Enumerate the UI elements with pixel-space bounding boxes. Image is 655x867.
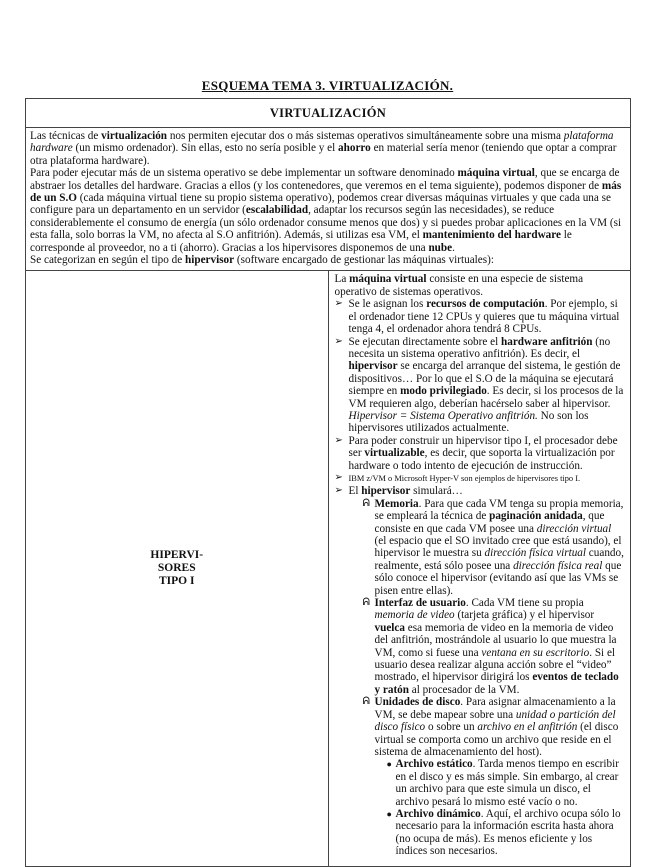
italic-text: dirección virtual <box>536 522 612 535</box>
bold-text: vuelca <box>374 621 405 634</box>
lead-paragraph <box>335 273 625 298</box>
text-run: . Por ejemplo, si el ordenador tiene 12 CPUs y quieres que tu máquina virtual tenga 4, el ordenador ahora tendrá 8 CPUs. <box>348 298 620 336</box>
text-run: Se categorizan en según el tipo de <box>30 254 186 267</box>
sub-sub-item-estatico <box>387 758 625 808</box>
bold-text: ahorro <box>338 142 371 155</box>
text-run: (tarjeta gráfica) y el hipervisor <box>454 609 595 622</box>
bold-text: virtualizable <box>364 447 425 460</box>
italic-text: plataforma hardware <box>30 130 614 155</box>
bold-text: eventos de teclado y ratón <box>374 671 619 696</box>
list-item <box>335 472 625 485</box>
bold-text: nube <box>428 241 453 254</box>
text-run: esa memoria de video en la memoria de video del anfitrión, mostrándole al usuario lo que muestra la VM, como si fuese una <box>374 621 617 659</box>
bold-text: hipervisor <box>348 360 398 373</box>
arrow-bullet-icon: ➢ <box>334 298 343 310</box>
bold-text: escalabilidad <box>245 204 309 217</box>
text-run: (un mismo ordenador). Sin ellas, esto no sería posible y el <box>72 142 339 155</box>
text-run: (software encargado de gestionar las máquinas virtuales): <box>234 254 494 267</box>
text-run: IBM z/VM o Microsoft Hyper-V son ejemplos de hipervisores tipo I. <box>348 473 581 483</box>
bold-text: recursos de computación <box>426 298 545 311</box>
list-item <box>335 485 625 857</box>
text-run: . Aquí, el archivo ocupa sólo lo necesario para la información escrita hasta ahora (no ocupa de más). Es menos eficiente y los índices son necesarios. <box>395 807 621 858</box>
dot-bullet-icon: ● <box>386 759 392 770</box>
text-run: (cada máquina virtual tiene su propio sistema operativo), podemos crear diversas máquinas virtuales y que cada una se configure para un departamento en un servidor ( <box>30 192 611 217</box>
text-run: . Es decir, si los procesos de la VM requieren algo, deberían hacérselo saber al hipervisor. <box>348 385 624 410</box>
page-title: ESQUEMA TEMA 3. VIRTUALIZACIÓN. <box>201 78 454 93</box>
list-item <box>335 336 625 435</box>
sub-sub-item-dinamico <box>387 808 625 858</box>
bold-text: Memoria <box>374 497 419 510</box>
text-run: . Tarda menos tiempo en escribir en el disco y es más simple. Sin embargo, al crear un archivo para que este simula un disco, el archivo pesará lo mismo esté vacío o no. <box>395 758 619 808</box>
text-run: El <box>348 485 362 498</box>
curl-bullet-icon: ᕱ <box>362 696 370 708</box>
side-label-hipervisores-tipo1 <box>26 271 329 866</box>
dot-bullet-icon: ● <box>386 808 392 819</box>
text-run: en material sería menor (teniendo que optar a comprar otra plataforma hardware). <box>30 142 617 167</box>
bold-text: hardware anfitrión <box>501 335 593 348</box>
bold-text: más de un S.O <box>30 179 622 205</box>
side-label-line-3: TIPO I <box>159 575 195 588</box>
text-run: cuando, realmente, está sólo posee una <box>374 547 624 572</box>
text-run: consiste en una especie de sistema operativo de sistemas operativos. <box>334 273 584 298</box>
text-run: le corresponde al proveedor, no a ti (ahorro). Gracias a los hipervisores disponemos de una <box>30 229 572 254</box>
outline-table <box>25 98 631 867</box>
text-run: Se le asignan los <box>348 298 427 311</box>
arrow-bullet-icon: ➢ <box>334 335 343 347</box>
bullet-list <box>335 298 625 857</box>
italic-text: Hipervisor = Sistema Operativo anfitrión. <box>348 409 538 422</box>
side-label-line-1: HIPERVI- <box>150 549 204 562</box>
list-item <box>335 435 625 472</box>
text-run: Para poder construir un hipervisor tipo I, el procesador debe ser <box>348 434 618 460</box>
list-item <box>335 298 625 335</box>
text-run: o sobre un <box>425 721 478 734</box>
italic-text: ventana en su escritorio <box>481 646 590 659</box>
text-run: , es decir, que soporta la virtualización por hardware o todo intento de ejecución de instrucción. <box>348 447 615 472</box>
arrow-bullet-icon: ➢ <box>334 471 343 483</box>
intro-cell <box>26 128 631 271</box>
text-run: . Para que cada VM tenga su propia memoria, se empleará la técnica de <box>374 497 624 523</box>
text-run: (el disco virtual se comporta como un archivo que reside en el sistema de almacenamiento del host). <box>374 721 619 758</box>
sub-item-memoria <box>363 498 625 597</box>
arrow-bullet-icon: ➢ <box>334 485 343 497</box>
bold-text: Archivo estático <box>395 758 473 771</box>
sub-list <box>349 498 625 858</box>
text-run: (no necesita un sistema operativo anfitrión). Es decir, el <box>348 335 611 360</box>
sub-item-disco <box>363 696 625 857</box>
bold-text: Interfaz de usuario <box>374 597 466 610</box>
text-run: simulará… <box>410 485 463 498</box>
bold-text: Archivo dinámico <box>395 807 481 820</box>
side-label-line-2: SORES <box>157 562 196 575</box>
bold-text: mantenimiento del hardware <box>422 229 561 242</box>
italic-text: dirección física real <box>513 559 603 572</box>
italic-text: dirección física virtual <box>484 547 586 560</box>
text-run: . Cada VM tiene su propia <box>465 597 584 610</box>
italic-text: unidad o partición del disco físico <box>374 708 616 734</box>
text-run: Se ejecutan directamente sobre el <box>348 335 502 348</box>
bold-text: hipervisor <box>185 254 235 267</box>
bold-text: virtualización <box>101 130 168 142</box>
intro-paragraph-1 <box>30 130 627 167</box>
text-run: . Si el usuario desea realizar alguna acción sobre el “video” mostrado, el hipervisor dirigirá los <box>374 646 616 684</box>
bold-text: modo privilegiado <box>400 385 487 398</box>
text-run: que sólo conoce el hipervisor (evitando así que las VMs se pisen entre ellas). <box>374 559 622 597</box>
text-run: nos permiten ejecutar dos o más sistemas operativos simultáneamente sobre una misma <box>167 130 564 142</box>
bold-text: Unidades de disco <box>374 696 461 709</box>
bold-text: paginación anidada <box>489 510 583 523</box>
bold-text: máquina virtual <box>349 273 427 286</box>
curl-bullet-icon: ᕱ <box>362 497 370 509</box>
text-run: se encarga del arranque del sistema, le gestión de dispositivos… Por lo que el S.O de la máquina se ejecutará siempre en <box>348 360 621 398</box>
intro-paragraph-3 <box>30 254 627 266</box>
text-run: No son los hipervisores utilizados actualmente. <box>348 409 589 435</box>
text-run: Para poder ejecutar más de un sistema operativo se debe implementar un software denominado <box>30 167 458 180</box>
text-run: . <box>452 241 455 254</box>
section-header: VIRTUALIZACIÓN <box>26 99 631 128</box>
text-run: Las técnicas de <box>30 130 102 142</box>
italic-text: memoria de video <box>374 609 455 622</box>
italic-text: archivo en el anfitrión <box>477 721 578 734</box>
text-run: (el espacio que el SO invitado cree que está usando), el hipervisor le muestra su <box>374 535 622 560</box>
bold-text: máquina virtual <box>457 167 535 180</box>
text-run: al procesador de la VM. <box>409 683 520 696</box>
text-run: , que consiste en que cada VM posee una <box>374 510 605 535</box>
text-run: , adaptar los recursos según las necesidades), se reduce considerablemente el consumo de energía (un sólo ordenador consume menos que dos) y si puedes probar aplicaciones en la VM (si esta falla, solo borras la VM, no afecta al S.O anfitrión). Además, si utilizas esa VM, el <box>30 204 622 242</box>
text-run: , que se encarga de abstraer los detalles del hardware. Gracias a ellos (y los contenedores, que veremos en el tema siguiente), podemos disponer de <box>30 167 620 192</box>
text-run: La <box>334 273 350 286</box>
arrow-bullet-icon: ➢ <box>334 434 343 446</box>
bold-text: hipervisor <box>361 485 411 498</box>
hipervisor-tipo1-content <box>328 271 631 866</box>
sub-sub-list <box>375 758 625 857</box>
intro-paragraph-2 <box>30 167 627 254</box>
sub-item-interfaz <box>363 597 625 696</box>
text-run: . Para asignar almacenamiento a la VM, se debe mapear sobre una <box>374 696 616 721</box>
curl-bullet-icon: ᕱ <box>362 597 370 609</box>
